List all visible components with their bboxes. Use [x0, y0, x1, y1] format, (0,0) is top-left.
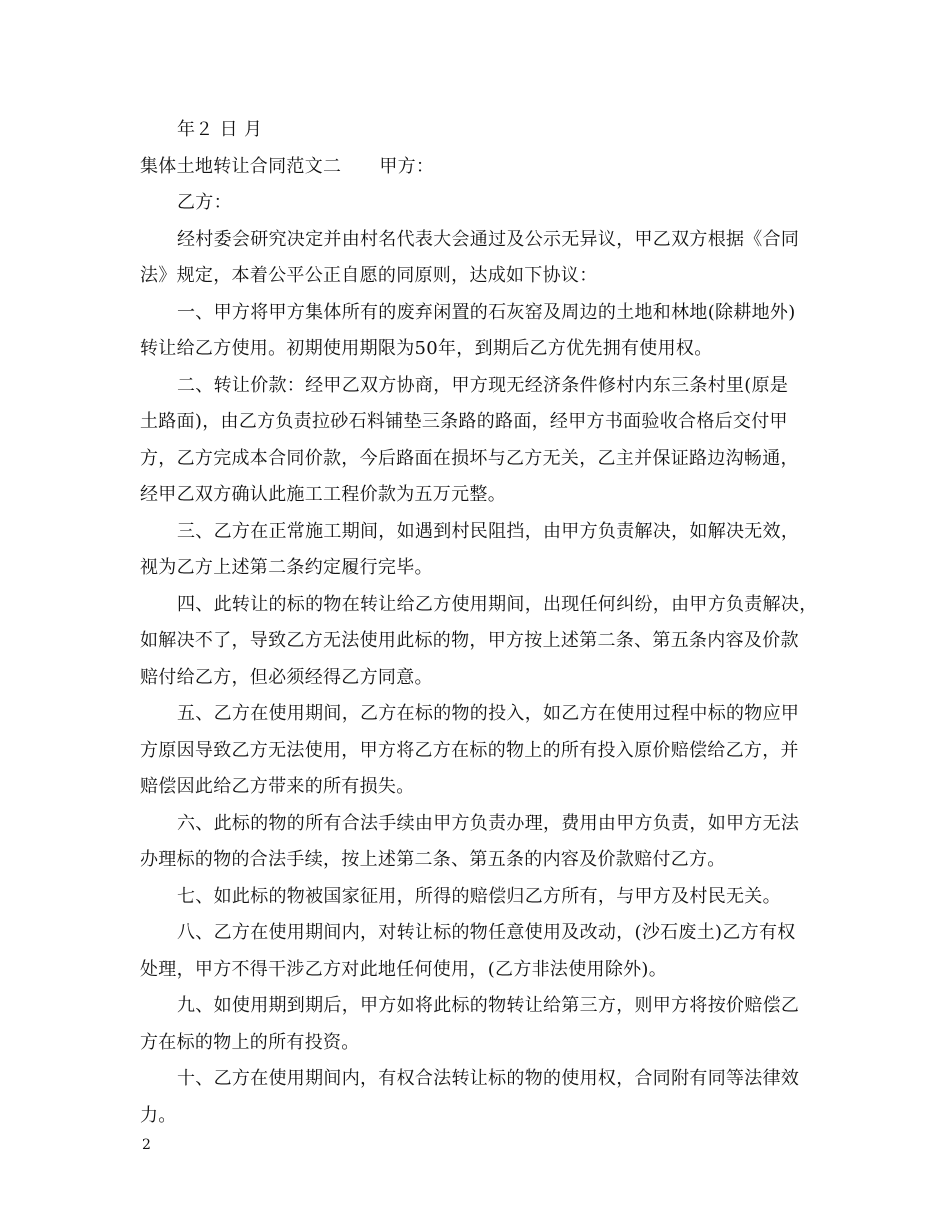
title-line — [140, 149, 822, 186]
clause-2-line-4: 经甲乙双方确认此施工工程价款为五万元整。 — [140, 484, 506, 505]
preamble-line-2: 法》规定，本着公平公正自愿的同原则，达成如下协议： — [140, 265, 598, 286]
party-b-label: 乙方： — [177, 192, 232, 213]
clause-1-line-2: 转让给乙方使用。初期使用期限为50年，到期后乙方优先拥有使用权。 — [140, 338, 713, 359]
clause-2-line-2: 土路面)，由乙方负责拉砂石料铺垫三条路的路面，经甲方书面验收合格后交付甲 — [140, 411, 788, 432]
clause-3-line-2: 视为乙方上述第二条约定履行完毕。 — [140, 557, 433, 578]
clause-5-line-1: 五、乙方在使用期间，乙方在标的物的投入，如乙方在使用过程中标的物应甲 — [177, 703, 800, 724]
clause-8-line-2: 处理，甲方不得干涉乙方对此地任何使用，(乙方非法使用除外)。 — [140, 958, 668, 980]
document-title: 集体土地转让合同范文二 — [140, 155, 342, 177]
clause-6-line-1: 六、此标的物的所有合法手续由甲方负责办理，费用由甲方负责，如甲方无法 — [177, 812, 800, 834]
clause-8-line-1: 八、乙方在使用期间内，对转让标的物任意使用及改动，(沙石废土)乙方有权 — [177, 922, 796, 943]
clause-2-line-1: 二、转让价款：经甲乙双方协商，甲方现无经济条件修村内东三条村里(原是 — [177, 374, 789, 396]
clause-10-line-1: 十、乙方在使用期间内，有权合法转让标的物的使用权，合同附有同等法律效 — [177, 1068, 800, 1089]
clause-4-line-3: 赔付给乙方，但必须经得乙方同意。 — [140, 666, 433, 688]
clause-7-line-1: 七、如此标的物被国家征用，所得的赔偿归乙方所有，与甲方及村民无关。 — [177, 885, 781, 907]
clause-4-line-2: 如解决不了，导致乙方无法使用此标的物，甲方按上述第二条、第五条内容及价款 — [140, 630, 799, 651]
date-line: 年２ 日 月 — [177, 119, 263, 140]
document-body — [140, 112, 822, 1134]
clause-4-line-1: 四、此转让的标的物在转让给乙方使用期间，出现任何纠纷，由甲方负责解决， — [177, 593, 818, 615]
clause-9-line-2: 方在标的物上的所有投资。 — [140, 1031, 360, 1053]
clause-2-line-3: 方，乙方完成本合同价款，今后路面在损坏与乙方无关，乙主并保证路边沟畅通， — [140, 447, 799, 469]
clause-1-line-1: 一、甲方将甲方集体所有的废弃闲置的石灰窑及周边的土地和林地(除耕地外) — [177, 301, 796, 323]
clause-9-line-1: 九、如使用期到期后，甲方如将此标的物转让给第三方，则甲方将按价赔偿乙 — [177, 995, 800, 1016]
clause-3-line-1: 三、乙方在正常施工期间，如遇到村民阻挡，由甲方负责解决，如解决无效， — [177, 520, 800, 542]
clause-6-line-2: 办理标的物的合法手续，按上述第二条、第五条的内容及价款赔付乙方。 — [140, 849, 726, 870]
clause-10-line-2: 力。 — [140, 1104, 177, 1126]
clause-5-line-2: 方原因导致乙方无法使用，甲方将乙方在标的物上的所有投入原价赔偿给乙方，并 — [140, 739, 799, 761]
clause-5-line-3: 赔偿因此给乙方带来的所有损失。 — [140, 776, 415, 797]
page-number: 2 — [142, 1137, 151, 1153]
party-a-label: 甲方： — [379, 155, 435, 177]
preamble-line-1: 经村委会研究决定并由村名代表大会通过及公示无异议，甲乙双方根据《合同 — [177, 228, 800, 250]
